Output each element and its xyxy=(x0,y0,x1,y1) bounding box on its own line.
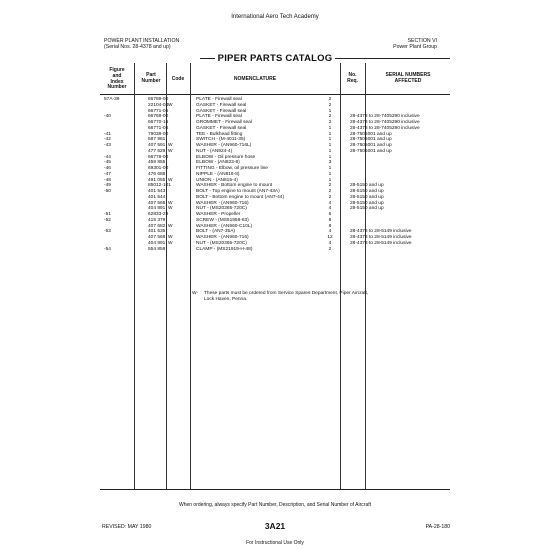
footnote-mark: W- xyxy=(192,291,199,296)
cell-serial-affected: 28-5150 and up xyxy=(350,200,384,206)
cell-part-number: 404 891 xyxy=(148,240,166,246)
cell-nomenclature: GASKET - Firewall seal xyxy=(196,125,247,131)
cell-qty-required: 1 xyxy=(328,137,332,143)
cell-nomenclature: PLATE - Firewall seal xyxy=(196,114,242,120)
col-code-header: Code xyxy=(171,76,185,82)
cell-part-number: 401 544 xyxy=(148,194,166,200)
cell-qty-required: 1 xyxy=(328,171,332,177)
cell-fig-index: -46 xyxy=(104,166,111,171)
col-figure-l2: and xyxy=(112,72,122,79)
cell-fig-index: -52 xyxy=(104,217,111,223)
cell-part-number: 415 379 xyxy=(148,217,166,223)
col-figure-l1: Figure xyxy=(109,67,125,73)
col-figure-header xyxy=(100,68,134,91)
col-nomenclature-header: NOMENCLATURE xyxy=(233,76,277,82)
cell-part-number: 401 535 xyxy=(148,229,166,235)
cell-serial-affected: 28-7505001 and up xyxy=(350,143,392,148)
cell-fig-index: -54 xyxy=(104,246,111,252)
cell-qty-required: 2 xyxy=(328,102,332,108)
cell-part-number: 62833-29 xyxy=(148,212,169,217)
cell-qty-required: 2 xyxy=(328,189,332,194)
cell-qty-required: 6 xyxy=(328,212,332,217)
title-rule-left xyxy=(200,58,215,59)
cell-serial-affected: 28-4378 to 28-7405290 inclusive xyxy=(350,114,420,120)
cell-part-number: 587 961 xyxy=(148,137,166,143)
cell-qty-required: 2 xyxy=(328,183,332,189)
cell-nomenclature: NUT - (MS20365-720C) xyxy=(196,240,247,246)
cell-part-number: 491 055 xyxy=(148,177,166,183)
cell-nomenclature: WASHER - (AN960-C10L) xyxy=(196,223,253,229)
cell-qty-required: 8 xyxy=(328,217,332,223)
cell-fig-index: -49 xyxy=(104,183,111,189)
ordering-note: When ordering, always specify Part Number, Description, and Serial Number of Aircraft xyxy=(178,502,372,508)
cell-fig-index: -53 xyxy=(104,229,111,235)
cell-qty-required: 4 xyxy=(328,240,332,246)
cell-part-number: 407 591 xyxy=(148,143,166,148)
cell-fig-index: 57A-39 xyxy=(104,97,120,102)
header-left-serial: (Serial Nos. 28-4378 and up) xyxy=(104,44,171,51)
header-right-section: SECTION VI xyxy=(407,38,437,44)
cell-code: W xyxy=(168,143,173,148)
cell-nomenclature: CLAMP - (MS21919-H-48) xyxy=(196,246,253,252)
cell-part-number: 404 891 xyxy=(148,206,166,212)
cell-code: W xyxy=(168,240,173,246)
cell-qty-required: 2 xyxy=(328,120,332,125)
cell-part-number: 401 543 xyxy=(148,189,166,194)
cell-part-number: 66778-00 xyxy=(148,154,169,160)
cell-fig-index: -45 xyxy=(104,160,111,166)
col-req-header xyxy=(340,73,365,85)
table-row xyxy=(100,247,450,253)
cell-nomenclature: WASHER - Propeller xyxy=(196,212,241,217)
cell-part-number: 66771-06 xyxy=(148,108,169,114)
cell-qty-required: 8 xyxy=(328,223,332,229)
header-left xyxy=(104,38,179,51)
cell-code: W xyxy=(168,148,173,154)
cell-nomenclature: ELBOW - Oil pressure hose xyxy=(196,154,256,160)
cell-qty-required: 4 xyxy=(328,229,332,235)
cell-part-number: 407 568 xyxy=(148,235,166,240)
cell-qty-required: 1 xyxy=(328,154,332,160)
cell-nomenclature: GASKET - Firewall seal xyxy=(196,108,247,114)
cell-fig-index: -44 xyxy=(104,154,111,160)
col-req-l2: Req. xyxy=(347,77,358,84)
cell-serial-affected: 28-4378 to 28-5149 inclusive xyxy=(350,240,412,246)
cell-part-number: 458 855 xyxy=(148,160,166,166)
cell-qty-required: 1 xyxy=(328,148,332,154)
cell-part-number: 477 629 xyxy=(148,148,166,154)
cell-serial-affected: 28-4378 to 28-5149 inclusive xyxy=(350,235,412,240)
cell-nomenclature: NIPPLE - (AN816-8) xyxy=(196,171,240,177)
header-rule xyxy=(100,94,450,95)
cell-nomenclature: SWITCH - (M-4011-35) xyxy=(196,137,246,143)
cell-nomenclature: NUT - (AN924-4) xyxy=(196,148,233,154)
cell-code: W xyxy=(168,206,173,212)
cell-nomenclature: PLATE - Firewall seal xyxy=(196,97,242,102)
cell-qty-required: 12 xyxy=(327,235,333,240)
cell-code: W xyxy=(168,223,173,229)
title-rule-right xyxy=(335,58,450,59)
col-serial-l1: SERIAL NUMBERS xyxy=(385,72,431,78)
cell-part-number: 407 682 xyxy=(148,223,166,229)
col-req-l1: No. xyxy=(348,72,357,78)
header-right-group: Power Plant Group xyxy=(393,44,437,51)
cell-qty-required: 2 xyxy=(328,97,332,102)
cell-code: W xyxy=(168,177,173,183)
cell-nomenclature: ELBOW - (AN823-8) xyxy=(196,160,240,166)
cell-qty-required: 2 xyxy=(328,194,332,200)
cell-serial-affected: 28-7505001 and up xyxy=(350,148,392,154)
cell-qty-required: 1 xyxy=(328,108,332,114)
cell-part-number: 22104-04 xyxy=(148,102,169,108)
cell-fig-index: -42 xyxy=(104,137,111,143)
cell-qty-required: 1 xyxy=(328,143,332,148)
header-left-title: POWER PLANT INSTALLATION xyxy=(104,38,180,44)
cell-qty-required: 4 xyxy=(328,206,332,212)
cell-serial-affected: 28-7505001 and up xyxy=(350,131,392,137)
cell-serial-affected: 28-5150 and up xyxy=(350,194,384,200)
academy-watermark: International Aero Tech Academy xyxy=(231,14,319,20)
cell-nomenclature: WASHER - (AN960-716L) xyxy=(196,143,252,148)
col-serial-l2: AFFECTED xyxy=(394,77,422,84)
cell-serial-affected: 28-5150 and up xyxy=(350,183,384,189)
cell-nomenclature: GROMMET - Firewall seal xyxy=(196,120,252,125)
revised-date: REVISED: MAY 1980 xyxy=(102,524,152,530)
cell-serial-affected: 28-4378 to 28-5149 inclusive xyxy=(350,229,412,235)
footnote-text: These parts must be ordered from Service Spares Department, Piper Aircraft, Lock Haven, Penna. xyxy=(204,291,369,302)
cell-qty-required: 2 xyxy=(328,114,332,120)
cell-serial-affected: 28-4378 to 28-7405290 inclusive xyxy=(350,125,420,131)
cell-nomenclature: WASHER - (AN960-716) xyxy=(196,200,249,206)
cell-serial-affected: 28-4378 to 28-7405290 inclusive xyxy=(350,120,420,125)
table-bottom-rule xyxy=(100,489,450,490)
cell-nomenclature: FITTING - Elbow, oil pressure line xyxy=(196,166,268,171)
col-serial-header xyxy=(366,73,450,85)
cell-part-number: 79038-00 xyxy=(148,131,169,137)
page-number: 3A21 xyxy=(264,521,286,531)
col-figure-l3: Index xyxy=(110,78,124,85)
cell-fig-index: -43 xyxy=(104,143,111,148)
cell-fig-index: -51 xyxy=(104,212,111,217)
cell-fig-index: -40 xyxy=(104,114,111,120)
cell-nomenclature: BOLT - Bottom engine to mount (AN7-44) xyxy=(196,194,285,200)
cell-part-number: 66789-00 xyxy=(148,97,169,102)
cell-qty-required: 2 xyxy=(328,246,332,252)
cell-serial-affected: 28-7505001 and up xyxy=(350,137,392,143)
cell-qty-required: 4 xyxy=(328,200,332,206)
catalog-title: PIPER PARTS CATALOG xyxy=(215,53,335,64)
cell-part-number: 66770-16 xyxy=(148,120,169,125)
cell-serial-affected: 28-5150 and up xyxy=(350,189,384,194)
col-figure-l4: Number xyxy=(107,84,127,91)
cell-code: W xyxy=(168,200,173,206)
cell-qty-required: 1 xyxy=(328,166,332,171)
cell-fig-index: -41 xyxy=(104,131,111,137)
cell-code: W xyxy=(168,235,173,240)
cell-fig-index: -47 xyxy=(104,171,111,177)
cell-part-number: 476 688 xyxy=(148,171,166,177)
cell-code: W xyxy=(168,102,173,108)
col-part-l1: Part xyxy=(146,72,156,78)
cell-serial-affected: 28-5150 and up xyxy=(350,206,384,212)
cell-nomenclature: UNION - (AN815-4) xyxy=(196,177,238,183)
cell-nomenclature: GASKET - Firewall seal xyxy=(196,102,247,108)
doc-number: PA-28-180 xyxy=(425,524,450,530)
cell-nomenclature: WASHER - Bottom engine to mount xyxy=(196,183,273,189)
cell-nomenclature: BOLT - Top engine to mount (AN7-43A) xyxy=(196,189,280,194)
cell-qty-required: 1 xyxy=(328,177,332,183)
cell-fig-index: -48 xyxy=(104,177,111,183)
cell-nomenclature: WASHER - (AN960-716) xyxy=(196,235,249,240)
cell-nomenclature: SCREW - (MS51958-63) xyxy=(196,217,249,223)
cell-qty-required: 3 xyxy=(328,160,332,166)
cell-part-number: 66771-06 xyxy=(148,125,169,131)
cell-part-number: 554 859 xyxy=(148,246,166,252)
cell-part-number: 407 568 xyxy=(148,200,166,206)
cell-part-number: 66769-00 xyxy=(148,114,169,120)
header-right xyxy=(393,38,437,51)
cell-fig-index: -50 xyxy=(104,189,111,194)
cell-part-number: 85012-101 xyxy=(148,183,171,189)
instructional-note: For Instructional Use Only xyxy=(246,540,304,546)
cell-part-number: 69301-00 xyxy=(148,166,169,171)
col-part-header xyxy=(134,73,168,85)
col-part-l2: Number xyxy=(141,77,161,84)
cell-nomenclature: NUT - (MS20365-720C) xyxy=(196,206,247,212)
cell-nomenclature: TEE - Bulkhead fitting xyxy=(196,131,243,137)
cell-qty-required: 1 xyxy=(328,131,332,137)
cell-nomenclature: BOLT - (AN7-35A) xyxy=(196,229,236,235)
cell-qty-required: 1 xyxy=(328,125,332,131)
